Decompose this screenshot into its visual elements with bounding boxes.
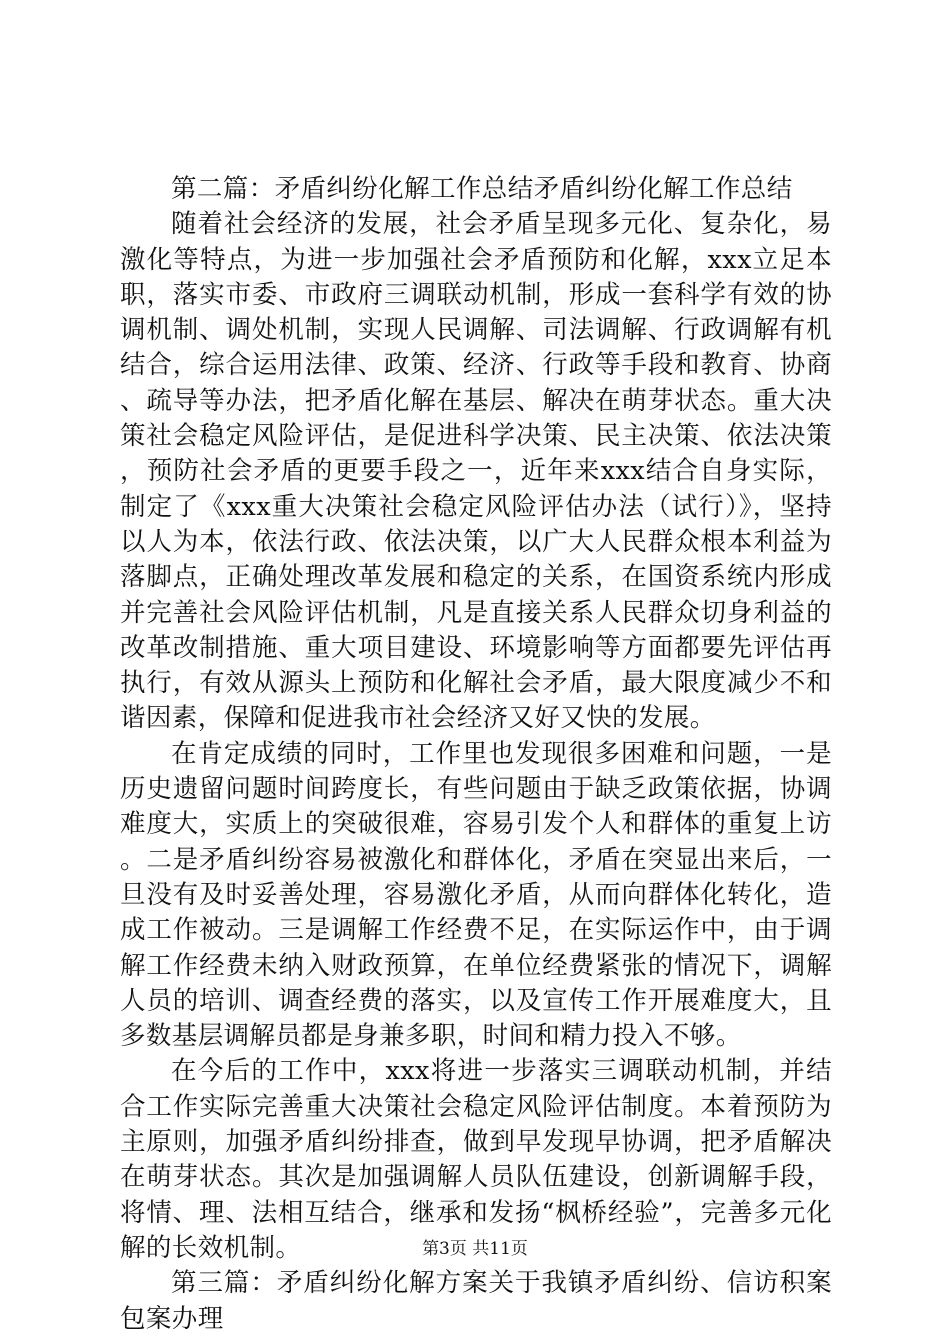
document-body bbox=[120, 172, 832, 1337]
paragraph-1: 随着社会经济的发展，社会矛盾呈现多元化、复杂化，易激化等特点，为进一步加强社会矛盾预防和化解，xxx立足本职，落实市委、市政府三调联动机制，形成一套科学有效的协调机制、调处机制，实现人民调解、司法调解、行政调解有机结合，综合运用法律、政策、经济、行政等手段和教育、协商、疏导等办法，把矛盾化解在基层、解决在萌芽状态。重大决策社会稳定风险评估，是促进科学决策、民主决策、依法决策，预防社会矛盾的更要手段之一，近年来xxx结合自身实际，制定了《xxx重大决策社会稳定风险评估办法（试行）》，坚持以人为本，依法行政、依法决策，以广大人民群众根本利益为落脚点，正确处理改革发展和稳定的关系，在国资系统内形成并完善社会风险评估机制，凡是直接关系人民群众切身利益的改革改制措施、重大项目建设、环境影响等方面都要先评估再执行，有效从源头上预防和化解社会矛盾，最大限度减少不和谐因素，保障和促进我市社会经济又好又快的发展。 bbox=[120, 209, 832, 734]
section-heading-3: 第三篇：矛盾纠纷化解方案关于我镇矛盾纠纷、信访积案包案办理 bbox=[120, 1268, 832, 1334]
paragraph-2: 在肯定成绩的同时，工作里也发现很多困难和问题，一是历史遗留问题时间跨度长，有些问题由于缺乏政策依据，协调难度大，实质上的突破很难，容易引发个人和群体的重复上访。二是矛盾纠纷容易被激化和群体化，矛盾在突显出来后，一旦没有及时妥善处理，容易激化矛盾，从而向群体化转化，造成工作被动。三是调解工作经费不足，在实际运作中，由于调解工作经费未纳入财政预算，在单位经费紧张的情况下，调解人员的培训、调查经费的落实，以及宣传工作开展难度大，且多数基层调解员都是身兼多职，时间和精力投入不够。 bbox=[120, 738, 832, 1052]
paragraph-3: 在今后的工作中，xxx将进一步落实三调联动机制，并结合工作实际完善重大决策社会稳定风险评估制度。本着预防为主原则，加强矛盾纠纷排查，做到早发现早协调，把矛盾解决在萌芽状态。其次是加强调解人员队伍建设，创新调解手段，将情、理、法相互结合，继承和发扬“枫桥经验”，完善多元化解的长效机制。 bbox=[120, 1056, 832, 1263]
page-number-footer: 第3页 共11页 bbox=[422, 1239, 528, 1259]
section-heading-2: 第二篇：矛盾纠纷化解工作总结矛盾纠纷化解工作总结 bbox=[171, 174, 793, 204]
